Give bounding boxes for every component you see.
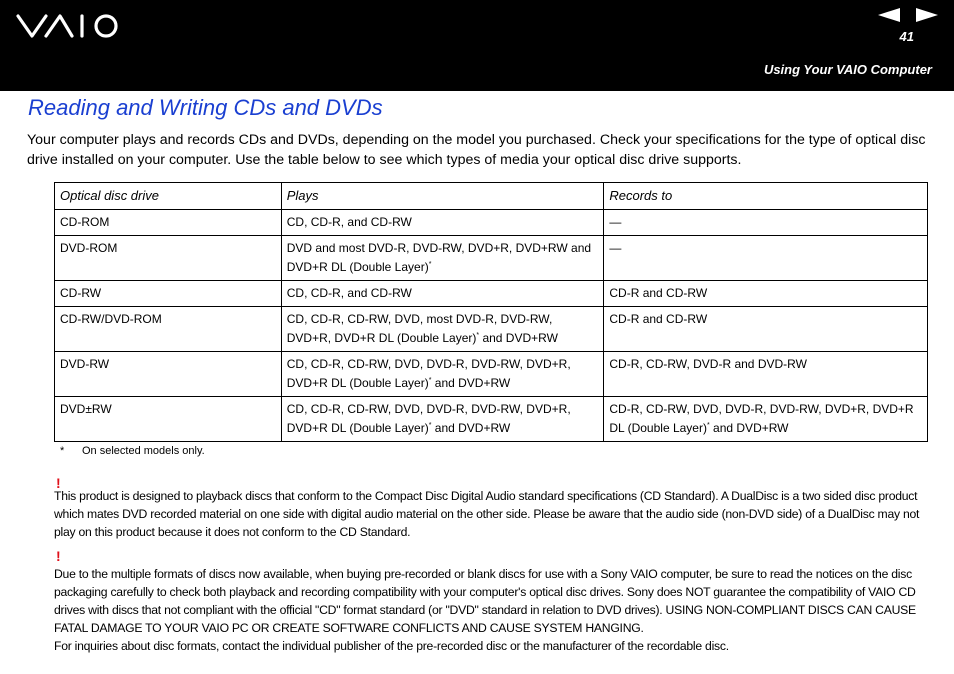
drive-cell: DVD-ROM <box>55 236 282 281</box>
page-header <box>0 0 954 91</box>
vaio-logo-mark <box>16 12 122 40</box>
records-cell: CD-R and CD-RW <box>604 281 928 307</box>
table-row <box>55 352 928 397</box>
note-paragraph: For inquiries about disc formats, contact the individual publisher of the pre-recorded disc or the manufacturer of the recordable disc. <box>54 639 729 653</box>
table-row <box>55 397 928 442</box>
records-cell: CD-R, CD-RW, DVD-R and DVD-RW <box>604 352 928 397</box>
column-header: Optical disc drive <box>55 183 282 210</box>
page-number: 41 <box>899 29 914 44</box>
next-page-icon[interactable] <box>914 8 938 27</box>
plays-cell: CD, CD-R, CD-RW, DVD, DVD-R, DVD-RW, DVD+R, DVD+R DL (Double Layer)* and DVD+RW <box>281 397 604 442</box>
drive-cell: CD-RW <box>55 281 282 307</box>
intro-paragraph: Your computer plays and records CDs and DVDs, depending on the model you purchased. Check your specifications for the type of optical disc drive installed on your computer. Use the table below to see which types of media your optical disc drive supports. <box>27 132 926 168</box>
table-row <box>55 307 928 352</box>
page-title: Reading and Writing CDs and DVDs <box>28 95 383 120</box>
plays-cell: CD, CD-R, CD-RW, DVD, DVD-R, DVD-RW, DVD+R, DVD+R DL (Double Layer)* and DVD+RW <box>281 352 604 397</box>
records-cell: — <box>604 236 928 281</box>
records-cell: CD-R and CD-RW <box>604 307 928 352</box>
plays-cell: DVD and most DVD-R, DVD-RW, DVD+R, DVD+RW and DVD+R DL (Double Layer)* <box>281 236 604 281</box>
previous-page-icon[interactable] <box>878 8 902 27</box>
table-row <box>55 281 928 307</box>
page-navigation <box>878 8 938 27</box>
footnote-mark: * <box>60 445 65 457</box>
plays-cell: CD, CD-R, CD-RW, DVD, most DVD-R, DVD-RW, DVD+R, DVD+R DL (Double Layer)* and DVD+RW <box>281 307 604 352</box>
note-warning-icon: ! <box>56 548 61 564</box>
media-support-table <box>54 182 928 442</box>
note-paragraph: Due to the multiple formats of discs now available, when buying pre-recorded or blank discs for use with a Sony VAIO computer, be sure to read the notices on the disc packaging carefully to check both playback and recording compatibility with your computer's optical disc drives. Sony does NOT guarantee the compatibility of VAIO CD drives with discs that not compliant with the official "CD" format standard (or "DVD" standard in relation to DVD drives). USING NON-COMPLIANT DISCS CAN CAUSE FATAL DAMAGE TO YOUR VAIO PC OR CREATE SOFTWARE CONFLICTS AND CAUSE SYSTEM HANGING. <box>54 567 916 635</box>
note-disc-compatibility <box>54 565 928 655</box>
note-dualdisc <box>54 487 928 541</box>
drive-cell: CD-ROM <box>55 210 282 236</box>
drive-cell: DVD-RW <box>55 352 282 397</box>
plays-cell: CD, CD-R, and CD-RW <box>281 281 604 307</box>
plays-cell: CD, CD-R, and CD-RW <box>281 210 604 236</box>
vaio-logo <box>16 12 122 45</box>
note-paragraph: This product is designed to playback discs that conform to the Compact Disc Digital Audio standard specifications (CD Standard). A DualDisc is a two sided disc product which mates DVD recorded material on one side with digital audio material on the other side. Please be aware that the audio side (non-DVD side) of a DualDisc may not play on this product because it does not conform to the CD Standard. <box>54 489 920 539</box>
drive-cell: DVD±RW <box>55 397 282 442</box>
drive-cell: CD-RW/DVD-ROM <box>55 307 282 352</box>
records-cell: — <box>604 210 928 236</box>
table-row <box>55 210 928 236</box>
table-header-row <box>55 183 928 210</box>
table-row <box>55 236 928 281</box>
section-title: Using Your VAIO Computer <box>763 62 932 77</box>
column-header: Plays <box>281 183 604 210</box>
records-cell: CD-R, CD-RW, DVD, DVD-R, DVD-RW, DVD+R, DVD+R DL (Double Layer)* and DVD+RW <box>604 397 928 442</box>
column-header: Records to <box>604 183 928 210</box>
footnote-text: On selected models only. <box>82 445 205 457</box>
table-footnote <box>60 445 205 457</box>
note-warning-icon: ! <box>56 475 61 491</box>
